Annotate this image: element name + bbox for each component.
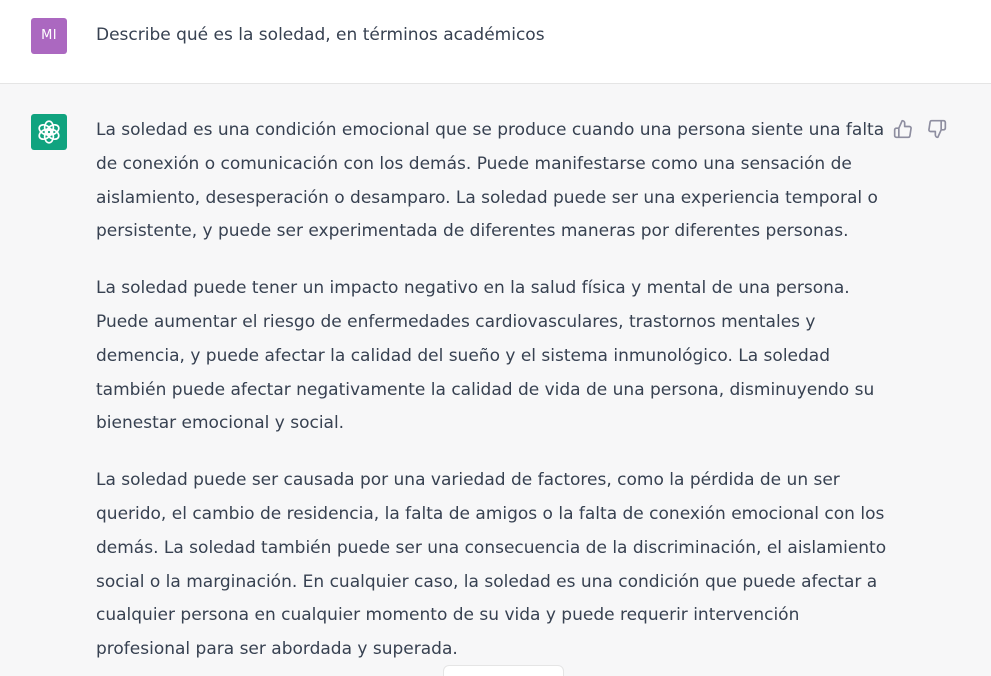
reply-line: profesional para ser abordada y superada. bbox=[96, 639, 458, 660]
reply-line: Puede aumentar el riesgo de enfermedades cardiovasculares, trastornos mentales y bbox=[96, 311, 816, 332]
user-avatar: MI bbox=[31, 18, 67, 54]
reply-paragraph bbox=[96, 272, 888, 441]
reply-line: aislamiento, desesperación o desamparo. La soledad puede ser una experiencia temporal o bbox=[96, 187, 878, 208]
thumbs-down-icon bbox=[927, 119, 947, 139]
openai-logo-icon bbox=[36, 119, 62, 145]
reply-line: bienestar emocional y social. bbox=[96, 413, 345, 434]
assistant-message-text bbox=[96, 114, 888, 676]
reply-line: cualquier persona en cualquier momento de su vida y puede requerir intervención bbox=[96, 605, 800, 626]
assistant-message-row bbox=[0, 84, 991, 676]
reply-line: demencia, y puede afectar la calidad del sueño y el sistema inmunológico. La soledad bbox=[96, 345, 830, 366]
user-message-text: Describe qué es la soledad, en términos académicos bbox=[96, 25, 545, 45]
user-message-row bbox=[0, 0, 991, 84]
thumbs-up-button[interactable] bbox=[892, 118, 914, 140]
reply-line: demás. La soledad también puede ser una consecuencia de la discriminación, el aislamiento bbox=[96, 537, 887, 558]
reply-line: La soledad puede ser causada por una variedad de factores, como la pérdida de un ser bbox=[96, 470, 840, 491]
regenerate-button-edge[interactable] bbox=[443, 665, 564, 676]
reply-line: La soledad puede tener un impacto negativo en la salud física y mental de una persona. bbox=[96, 278, 850, 299]
reply-line: La soledad es una condición emocional que se produce cuando una persona siente una falta bbox=[96, 120, 885, 140]
assistant-avatar bbox=[31, 114, 67, 150]
feedback-buttons bbox=[892, 118, 948, 140]
reply-paragraph bbox=[96, 464, 888, 667]
thumbs-down-button[interactable] bbox=[926, 118, 948, 140]
reply-line: de conexión o comunicación con los demás. Puede manifestarse como una sensación de bbox=[96, 153, 852, 174]
reply-paragraph bbox=[96, 114, 888, 249]
reply-line: persistente, y puede ser experimentada de diferentes maneras por diferentes personas. bbox=[96, 221, 849, 242]
reply-line: querido, el cambio de residencia, la falta de amigos o la falta de conexión emocional con los bbox=[96, 503, 885, 524]
reply-line: también puede afectar negativamente la calidad de vida de una persona, disminuyendo su bbox=[96, 379, 875, 400]
reply-line: social o la marginación. En cualquier caso, la soledad es una condición que puede afectar a bbox=[96, 571, 878, 592]
thumbs-up-icon bbox=[893, 119, 913, 139]
